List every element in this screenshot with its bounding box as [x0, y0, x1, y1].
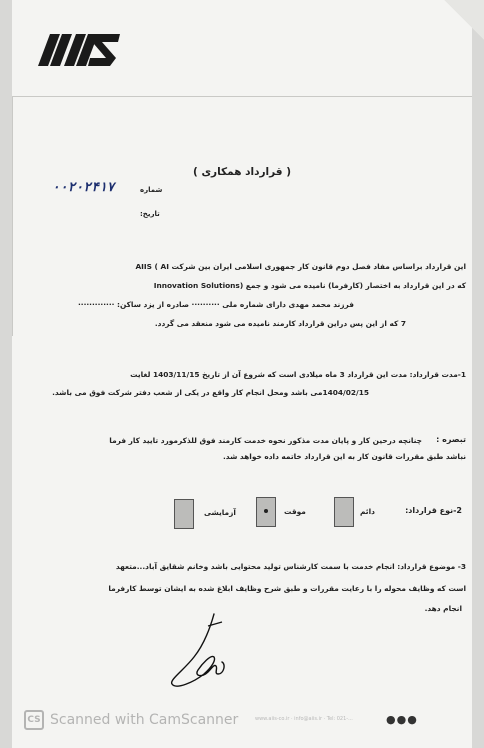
- camscanner-icon: CS: [24, 710, 44, 730]
- note-label: تبصره :: [436, 435, 466, 444]
- checkbox-temporary[interactable]: [256, 497, 276, 527]
- section-3-line-1: 3- موضوع قرارداد: انجام خدمت با سمت کارشناس تولید محتوایی باشد وخانم شقایق آباد...متعهد: [115, 562, 466, 571]
- page-corner: [444, 0, 484, 40]
- footer-dots: ●●●: [386, 713, 418, 726]
- header-divider: [12, 96, 472, 97]
- company-logo: [38, 30, 120, 70]
- option-permanent-label: دائم: [360, 507, 375, 516]
- intro-line-2: Innovation Solutions) که در این قرارداد به اختصار (کارفرما) نامیده می شود و جمع: [153, 281, 466, 290]
- note-line-1: چنانچه درحین کار و پایان مدت مذکور نحوه خدمت کارمند فوق للذکرمورد تایید کار فرما: [109, 436, 422, 445]
- checkbox-permanent[interactable]: [334, 497, 354, 527]
- date-label: تاریخ:: [140, 210, 160, 218]
- footer-contact-text: www.aiis-co.ir · info@aiis.ir · Tel: 021-...: [255, 716, 353, 722]
- watermark-text: Scanned with CamScanner: [50, 712, 239, 728]
- intro-line-3: فرزند محمد مهدی دارای شماره ملی ·········· صادره از یزد ساکن: ·············: [77, 300, 354, 309]
- section-1-line-1: 1-مدت قرارداد: مدت این قرارداد 3 ماه میلادی است که شروع آن از تاریخ 1403/11/15 لغایت: [130, 370, 466, 379]
- section-2-label: 2-نوع قرارداد:: [405, 506, 462, 515]
- handwritten-signature: [164, 612, 244, 696]
- handwritten-contract-number: ۰۰۲۰۲۴۱۷: [52, 180, 115, 195]
- option-temporary-label: موقت: [284, 507, 306, 516]
- document-title: ( قرارداد همکاری ): [192, 166, 292, 178]
- section-1-line-2: 1404/02/15می باشد ومحل انجام کار واقع در یکی از شعب دفتر شرکت فوق می باشد.: [52, 388, 369, 397]
- option-trial-label: آزمایشی: [204, 508, 236, 517]
- section-3-line-3: انجام دهد.: [424, 604, 462, 613]
- checkbox-trial[interactable]: [174, 499, 194, 529]
- number-label: شماره: [140, 186, 163, 194]
- camscanner-watermark: [24, 710, 238, 730]
- left-border-line: [12, 96, 13, 336]
- intro-line-1: این قرارداد براساس مفاد فصل دوم قانون کار جمهوری اسلامی ایران بین شرکت AIIS ( AI: [135, 262, 466, 271]
- intro-line-4: 7 که از این پس دراین قرارداد کارمند نامیده می شود منعقد می گردد.: [154, 319, 406, 328]
- section-3-line-2: است که وظایف محوله را با رعایت مقررات و طبق شرح وظایف ابلاغ شده به ایشان توسط کارفرما: [108, 584, 466, 593]
- checked-mark-icon: [264, 509, 268, 513]
- note-line-2: نباشد طبق مقررات قانون کار به این قرارداد خاتمه داده خواهد شد.: [223, 452, 466, 461]
